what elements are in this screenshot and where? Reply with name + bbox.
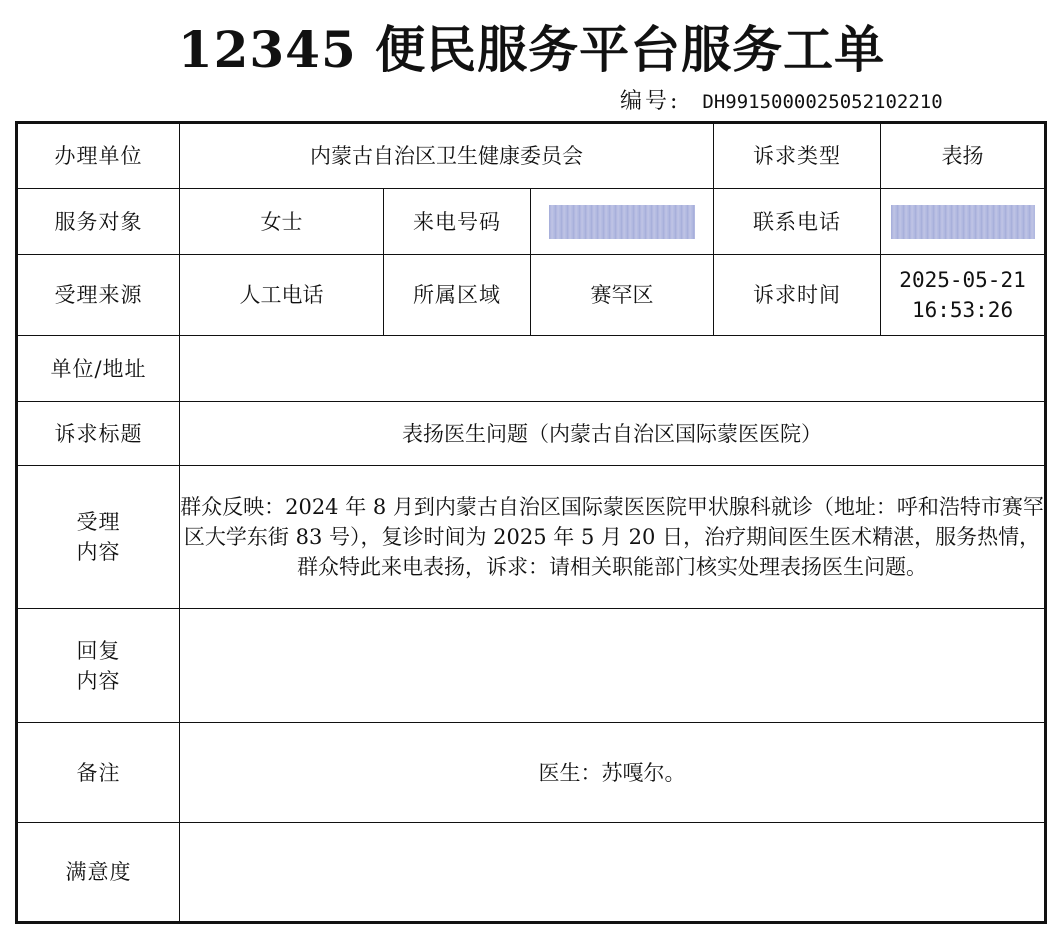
work-order-table (15, 121, 1047, 924)
table-row (17, 402, 1046, 466)
reply-content (180, 609, 1046, 723)
time-label: 诉求时间 (714, 255, 881, 336)
reply-label-line1: 回复 (76, 638, 121, 663)
dept-label: 办理单位 (17, 123, 180, 189)
source-value: 人工电话 (180, 255, 384, 336)
table-row (17, 723, 1046, 823)
table-row (17, 466, 1046, 609)
table-row (17, 336, 1046, 402)
type-label: 诉求类型 (714, 123, 881, 189)
subject-value: 表扬医生问题（内蒙古自治区国际蒙医医院） (180, 402, 1046, 466)
satisfaction-value (180, 823, 1046, 923)
satisfaction-label: 满意度 (17, 823, 180, 923)
remark-label: 备注 (17, 723, 180, 823)
table-row (17, 609, 1046, 723)
dept-value: 内蒙古自治区卫生健康委员会 (180, 123, 714, 189)
reply-label-line2: 内容 (76, 668, 121, 693)
contact-phone-label: 联系电话 (714, 189, 881, 255)
table-row (17, 189, 1046, 255)
time-date: 2025-05-21 (899, 268, 1026, 292)
time-clock: 16:53:26 (911, 298, 1014, 322)
time-value (881, 255, 1046, 336)
target-label: 服务对象 (17, 189, 180, 255)
table-row (17, 123, 1046, 189)
accept-label-line1: 受理 (76, 510, 121, 534)
region-label: 所属区域 (384, 255, 531, 336)
table-row (17, 823, 1046, 923)
redaction-mask (891, 205, 1035, 239)
caller-phone-value (531, 189, 714, 255)
region-value: 赛罕区 (531, 255, 714, 336)
reply-label (17, 609, 180, 723)
address-label: 单位/地址 (17, 336, 180, 402)
accept-label (17, 466, 180, 609)
table-row (17, 255, 1046, 336)
redaction-mask (549, 205, 695, 239)
ticket-number-label: 编号: (620, 89, 681, 114)
accept-label-line2: 内容 (76, 540, 121, 564)
accept-content: 群众反映：2024 年 8 月到内蒙古自治区国际蒙医医院甲状腺科就诊（地址：呼和浩特市赛罕区大学东街 83 号），复诊时间为 2025 年 5 月 20 日，治疗期间医生医术精湛，服务热情，群众特此来电表扬，诉求：请相关职能部门核实处理表扬医生问题。 (180, 466, 1046, 609)
page-title: 12345 便民服务平台服务工单 (177, 20, 886, 79)
ticket-number (620, 88, 943, 116)
remark-value: 医生：苏嘎尔。 (180, 723, 1046, 823)
ticket-number-value: DH9915000025052102210 (702, 91, 943, 113)
type-value: 表扬 (881, 123, 1046, 189)
caller-phone-label: 来电号码 (384, 189, 531, 255)
address-value (180, 336, 1046, 402)
source-label: 受理来源 (17, 255, 180, 336)
target-value: 女士 (180, 189, 384, 255)
contact-phone-value (881, 189, 1046, 255)
subject-label: 诉求标题 (17, 402, 180, 466)
